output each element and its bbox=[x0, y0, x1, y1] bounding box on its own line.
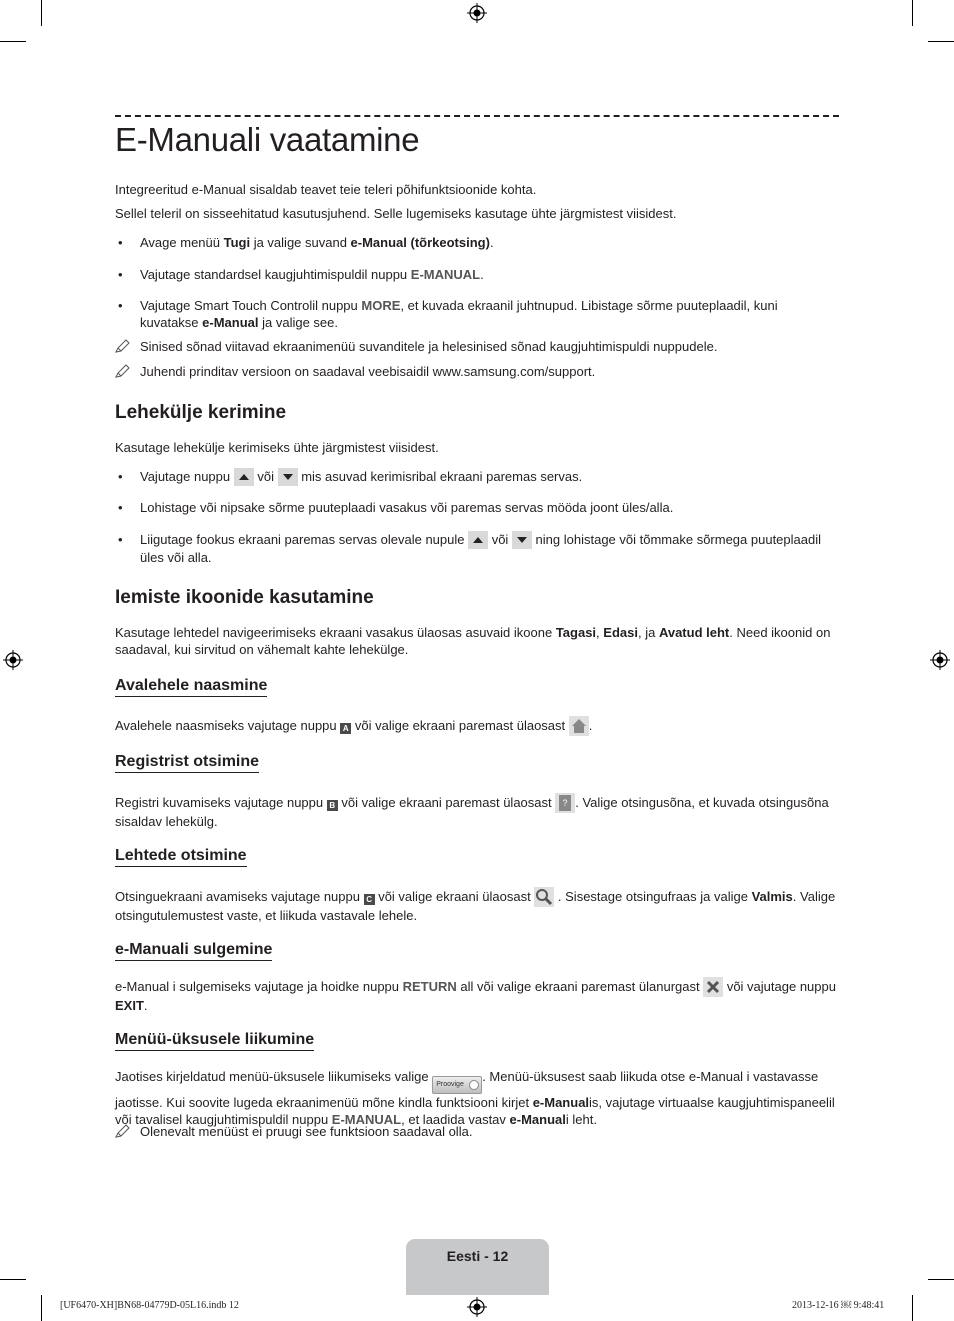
print-slug-right: 2013-12-16 ￼ 9:48:41 bbox=[792, 1300, 885, 1311]
subsection-heading: Registrist otsimine bbox=[115, 753, 259, 773]
scroll-down-icon bbox=[278, 468, 298, 486]
note: Sinised sõnad viitavad ekraanimenüü suvanditele ja helesinised sõnad kaugjuhtimispuldi nuppudele. bbox=[115, 338, 839, 355]
crop-mark bbox=[928, 41, 954, 42]
registration-mark-icon bbox=[3, 650, 23, 670]
list-item: • Vajutage standardsel kaugjuhtimispuldil nuppu E-MANUAL. bbox=[115, 266, 839, 283]
subsection-heading: e-Manuali sulgemine bbox=[115, 941, 272, 961]
search-icon bbox=[534, 887, 554, 907]
paragraph: Kasutage lehtedel navigeerimiseks ekraani vasakus ülaosas asuvaid ikoone Tagasi, Edasi, ja Avatud leht. Need ikoonid on saadaval, kui sirvitud on vähemalt kahte lehekülge. bbox=[115, 625, 831, 657]
list-item: • Lohistage või nipsake sõrme puuteplaadi vasakus või paremas servas mööda joont üles/alla. bbox=[115, 499, 839, 516]
home-icon bbox=[569, 716, 589, 736]
key-b-icon: B bbox=[327, 800, 338, 811]
close-icon bbox=[703, 977, 723, 997]
crop-mark bbox=[912, 1295, 913, 1321]
paragraph: e-Manual i sulgemiseks vajutage ja hoidke nuppu RETURN all või valige ekraani paremast ülanurgast või vajutage nuppu EXIT. bbox=[115, 979, 836, 1013]
key-c-icon: C bbox=[364, 894, 375, 905]
index-icon bbox=[555, 793, 575, 813]
page-title: E-Manuali vaatamine bbox=[115, 121, 420, 158]
crop-mark bbox=[0, 41, 26, 42]
intro-paragraph: Sellel teleril on sisseehitatud kasutusjuhend. Selle lugemiseks kasutage ühte järgmistest viisidest. bbox=[115, 206, 677, 221]
pencil-note-icon bbox=[115, 364, 131, 378]
page-number: Eesti - 12 bbox=[446, 1248, 509, 1264]
registration-mark-icon bbox=[467, 3, 487, 23]
svg-text:?: ? bbox=[562, 798, 568, 808]
section-heading: Iemiste ikoonide kasutamine bbox=[115, 587, 374, 608]
subsection-heading: Avalehele naasmine bbox=[115, 677, 267, 697]
scroll-up-icon bbox=[234, 468, 254, 486]
paragraph: Jaotises kirjeldatud menüü-üksusele liikumiseks valige Proovige . Menüü-üksusest saab liikuda otse e-Manual i vastavasse jaotisse. Kui soovite lugeda ekraanimenüü mõne kindla funktsiooni kirjet e-Manualis, vajutage virtuaalse kaugjuhtimispaneelil või tavalisel kaugjuhtimispuldil nuppu E-MANUAL, et laadida vastav e-Manuali leht. bbox=[115, 1069, 835, 1127]
registration-mark-icon bbox=[467, 1297, 487, 1317]
paragraph: Kasutage lehekülje kerimiseks ühte järgmistest viisidest. bbox=[115, 440, 439, 455]
section-heading: Lehekülje kerimine bbox=[115, 402, 287, 423]
scroll-up-icon bbox=[468, 531, 488, 549]
try-now-button: Proovige bbox=[432, 1076, 482, 1094]
paragraph: Otsinguekraani avamiseks vajutage nuppu C või valige ekraani ülaosast . Sisestage otsingufraas ja valige Valmis. Valige otsingutulemustest vaste, et liikuda vastavale lehele. bbox=[115, 889, 836, 923]
title-dashed-rule bbox=[115, 115, 839, 117]
paragraph: Registri kuvamiseks vajutage nuppu B või valige ekraani paremast ülaosast ? . Valige otsingusõna, et kuvada otsingusõna sisaldav lehekülg. bbox=[115, 795, 829, 829]
subsection-heading: Lehtede otsimine bbox=[115, 847, 247, 867]
crop-mark bbox=[41, 1295, 42, 1321]
note: Olenevalt menüüst ei pruugi see funktsioon saadaval olla. bbox=[115, 1123, 839, 1140]
subsection-heading: Menüü-üksusele liikumine bbox=[115, 1031, 314, 1051]
list-item: • Vajutage Smart Touch Controlil nuppu MORE, et kuvada ekraanil juhtnupud. Libistage sõrme puuteplaadil, kuni kuvatakse e-Manual ja valige see. bbox=[115, 297, 839, 331]
crop-mark bbox=[912, 0, 913, 26]
crop-mark bbox=[41, 0, 42, 26]
crop-mark bbox=[0, 1279, 26, 1280]
key-a-icon: A bbox=[340, 723, 351, 734]
intro-paragraph: Integreeritud e-Manual sisaldab teavet teie teleri põhifunktsioonide kohta. bbox=[115, 182, 537, 197]
registration-mark-icon bbox=[930, 650, 950, 670]
list-item: • Vajutage nuppu või mis asuvad kerimisribal ekraani paremas servas. bbox=[115, 468, 839, 486]
pencil-note-icon bbox=[115, 339, 131, 353]
paragraph: Avalehele naasmiseks vajutage nuppu A või valige ekraani paremast ülaosast . bbox=[115, 716, 839, 736]
list-item: • Liigutage fookus ekraani paremas servas olevale nupule või ning lohistage või tõmmake sõrmega puuteplaadil üles või alla. bbox=[115, 531, 839, 566]
print-slug-left: [UF6470-XH]BN68-04779D-05L16.indb 12 bbox=[60, 1300, 239, 1311]
scroll-down-icon bbox=[512, 531, 532, 549]
list-item: • Avage menüü Tugi ja valige suvand e-Manual (tõrkeotsing). bbox=[115, 234, 839, 251]
note: Juhendi prinditav versioon on saadaval veebisaidil www.samsung.com/support. bbox=[115, 363, 839, 380]
pencil-note-icon bbox=[115, 1124, 131, 1138]
crop-mark bbox=[928, 1279, 954, 1280]
